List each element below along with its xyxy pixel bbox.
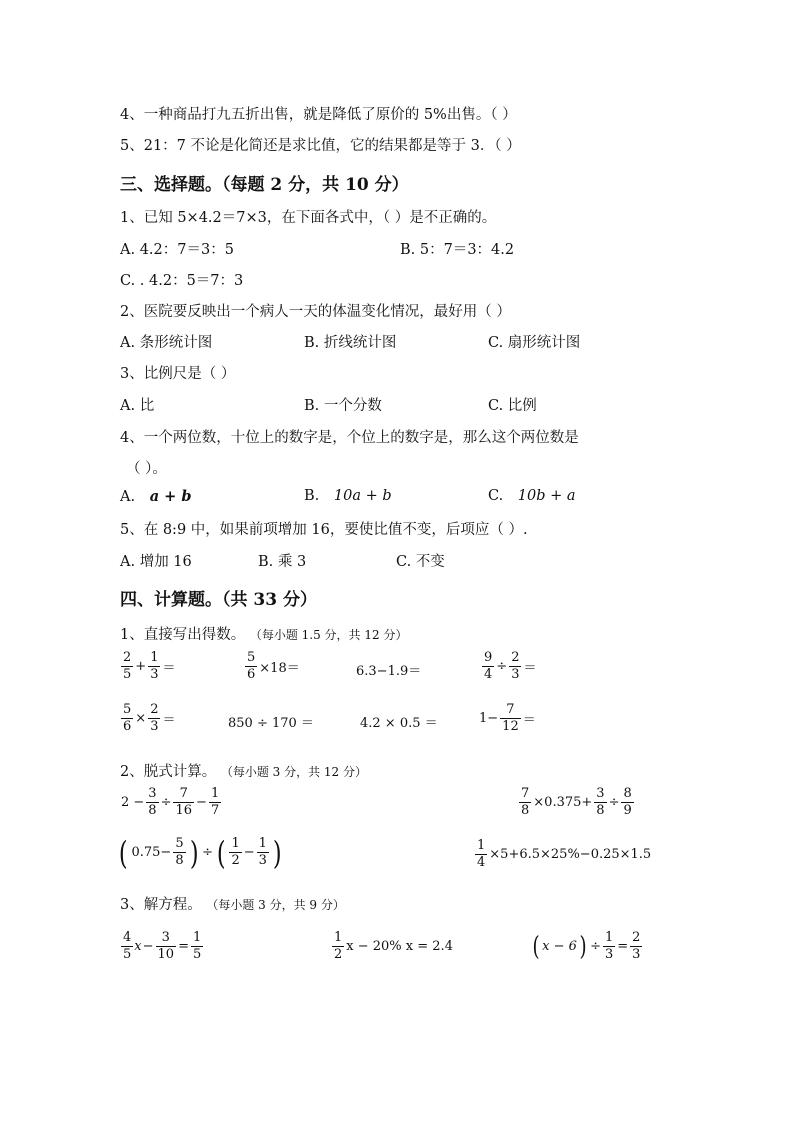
direct-calc-8: 1− $\frac{7}{12}$ ＝ — [479, 702, 536, 734]
choice-q5-option-b: B. 乘 3 — [258, 554, 307, 570]
calc-part-2-label: 2、脱式计算。 — [120, 764, 217, 780]
direct-calc-2: $\frac{5}{6}$ ×18＝ — [247, 650, 300, 682]
calc-part-1-note: （每小题 1.5 分，共 12 分） — [249, 628, 408, 642]
calc-part-1 — [120, 623, 407, 644]
fraction: $\frac{2}{5}$ — [123, 650, 132, 682]
choice-q5-stem: 5、在 8:9 中，如果前项增加 16，要使比值不变，后项应（ ）. — [120, 522, 528, 538]
fraction: $\frac{9}{4}$ — [484, 650, 493, 682]
direct-calc-3: 6.3−1.9＝ — [356, 664, 422, 679]
section-4-title: 四、计算题。（共 33 分） — [120, 590, 317, 610]
judge-question-5: 5、21：7 不论是化简还是求比值，它的结果都是等于 3．（ ） — [120, 138, 521, 154]
fraction: $\frac{1}{3}$ — [150, 650, 159, 682]
fraction: $\frac{5}{8}$ — [175, 836, 184, 868]
equation-3: ( x − 6 ) ÷ $\frac{1}{3}$ = $\frac{2}{3}$ — [532, 930, 641, 962]
choice-q4-option-b — [304, 488, 392, 504]
fraction: $\frac{1}{3}$ — [258, 836, 267, 868]
step-calc-1: 2 − $\frac{3}{8}$ ÷ $\frac{7}{16}$ − $\frac{1}{7}$ — [121, 786, 220, 818]
option-c-prefix: C. — [488, 488, 504, 504]
option-b-prefix: B. — [304, 488, 320, 504]
direct-calc-4: $\frac{9}{4}$ ÷ $\frac{2}{3}$ ＝ — [484, 650, 537, 682]
choice-q4-stem-cont: （ ）。 — [126, 461, 167, 477]
direct-calc-6: 850 ÷ 170 ＝ — [228, 716, 314, 731]
choice-q3-stem: 3、比例尺是（ ） — [120, 366, 236, 382]
step-calc-4: $\frac{1}{4}$ ×5+6.5×25%−0.25×1.5 — [477, 838, 652, 870]
fraction: $\frac{1}{4}$ — [477, 838, 486, 870]
fraction: $\frac{7}{16}$ — [175, 786, 193, 818]
choice-q1-option-c: C. . 4.2：5＝7：3 — [120, 273, 244, 289]
fraction: $\frac{1}{2}$ — [334, 930, 343, 962]
step-calc-3: ( 0.75− $\frac{5}{8}$ ) ÷ ( $\frac{1}{2}$ − $\frac{1}{3}$ ) — [118, 833, 282, 872]
fraction: $\frac{1}{3}$ — [604, 930, 614, 962]
direct-calc-1: $\frac{2}{5}$ + $\frac{1}{3}$ ＝ — [123, 650, 176, 682]
choice-q2-option-c: C. 扇形统计图 — [488, 335, 581, 351]
fraction: $\frac{2}{3}$ — [632, 930, 641, 962]
choice-q2-stem: 2、医院要反映出一个病人一天的体温变化情况，最好用（ ） — [120, 304, 511, 320]
equation-1: $\frac{4}{5}$ x − $\frac{3}{10}$ = $\frac{1}{5}$ — [123, 930, 202, 962]
step-calc-2: $\frac{7}{8}$ ×0.375+ $\frac{3}{8}$ ÷ $\frac{8}{9}$ — [521, 786, 632, 818]
option-b-expression: 10a + b — [333, 488, 392, 504]
fraction: $\frac{5}{6}$ — [247, 650, 256, 682]
calc-part-2 — [120, 760, 367, 781]
choice-q4-stem: 4、一个两位数，十位上的数字是，个位上的数字是，那么这个两位数是 — [120, 430, 579, 446]
choice-q3-option-c: C. 比例 — [488, 398, 537, 414]
choice-q4-option-c — [488, 488, 576, 504]
equation-2: $\frac{1}{2}$ x − 20% x = 2.4 — [334, 930, 453, 962]
calc-part-3-label: 3、解方程。 — [120, 897, 202, 913]
fraction: $\frac{1}{7}$ — [210, 786, 220, 818]
fraction: $\frac{4}{5}$ — [123, 930, 132, 962]
direct-calc-7: 4.2 × 0.5 ＝ — [360, 716, 438, 731]
fraction: $\frac{3}{10}$ — [157, 930, 175, 962]
calc-part-3-note: （每小题 3 分，共 9 分） — [206, 898, 345, 912]
fraction: $\frac{1}{5}$ — [192, 930, 202, 962]
fraction: $\frac{3}{8}$ — [596, 786, 605, 818]
fraction: $\frac{1}{2}$ — [231, 836, 240, 868]
direct-calc-5: $\frac{5}{6}$ × $\frac{2}{3}$ ＝ — [123, 702, 176, 734]
choice-q1-stem: 1、已知 5×4.2＝7×3，在下面各式中，（ ）是不正确的。 — [120, 210, 497, 226]
choice-q5-option-c: C. 不变 — [396, 554, 445, 570]
choice-q2-option-a: A. 条形统计图 — [120, 335, 213, 351]
fraction: $\frac{2}{3}$ — [150, 702, 159, 734]
fraction: $\frac{7}{8}$ — [521, 786, 530, 818]
option-a-expression: a + b — [149, 488, 192, 505]
choice-q2-option-b: B. 折线统计图 — [304, 335, 397, 351]
fraction: $\frac{2}{3}$ — [511, 650, 520, 682]
fraction: $\frac{8}{9}$ — [623, 786, 632, 818]
choice-q4-option-a — [120, 488, 191, 505]
choice-q3-option-a: A. 比 — [120, 398, 155, 414]
calc-part-1-label: 1、直接写出得数。 — [120, 627, 246, 643]
option-c-expression: 10b + a — [517, 488, 576, 504]
fraction: $\frac{3}{8}$ — [148, 786, 157, 818]
calc-part-3 — [120, 893, 345, 914]
judge-question-4: 4、一种商品打九五折出售，就是降低了原价的 5%出售。（ ） — [120, 107, 517, 123]
option-a-prefix: A. — [120, 489, 136, 505]
calc-part-2-note: （每小题 3 分，共 12 分） — [220, 765, 368, 779]
choice-q1-option-a: A. 4.2：7＝3：5 — [120, 242, 234, 258]
fraction: $\frac{7}{12}$ — [502, 702, 519, 734]
choice-q5-option-a: A. 增加 16 — [120, 554, 192, 570]
choice-q1-option-b: B. 5：7＝3：4.2 — [400, 242, 515, 258]
choice-q3-option-b: B. 一个分数 — [304, 398, 382, 414]
section-3-title: 三、选择题。（每题 2 分，共 10 分） — [120, 175, 409, 195]
fraction: $\frac{5}{6}$ — [123, 702, 132, 734]
